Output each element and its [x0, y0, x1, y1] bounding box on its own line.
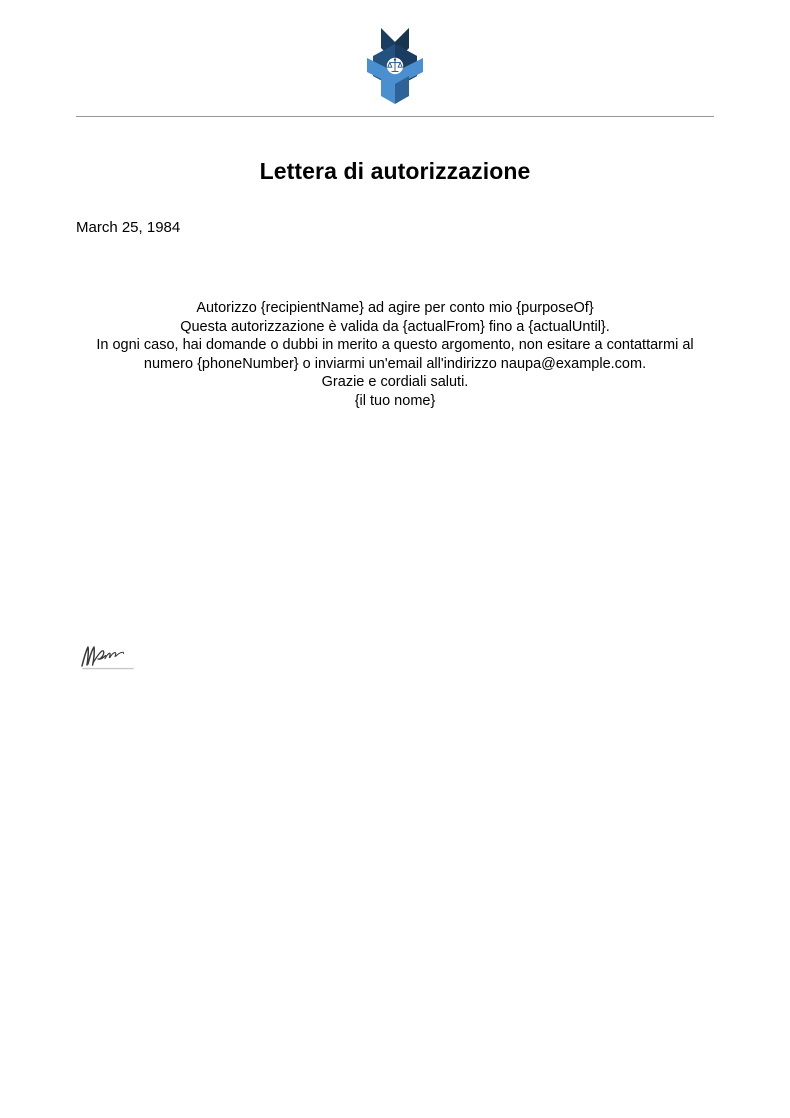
- letter-body: [76, 299, 714, 411]
- company-logo: [365, 26, 425, 106]
- handwritten-signature: [76, 640, 146, 676]
- letter-body-line: {il tuo nome}: [354, 392, 436, 409]
- letter-body-line: In ogni caso, hai domande o dubbi in merito a questo argomento, non esitare a contattarmi al numero {phoneNumber} o inviarmi un'email all'indirizzo naupa@example.com.: [96, 337, 694, 372]
- scales-of-justice-emblem: [387, 58, 403, 74]
- letterhead-divider: [76, 116, 714, 117]
- letter-date: March 25, 1984: [76, 219, 181, 236]
- letter-body-line: Grazie e cordiali saluti.: [321, 374, 469, 391]
- letter-body-line: Autorizzo {recipientName} ad agire per conto mio {purposeOf}: [196, 300, 594, 316]
- letterhead: [0, 0, 790, 118]
- letter-body-line: Questa autorizzazione è valida da {actualFrom} fino a {actualUntil}.: [180, 318, 610, 335]
- page-title: Lettera di autorizzazione: [259, 158, 531, 184]
